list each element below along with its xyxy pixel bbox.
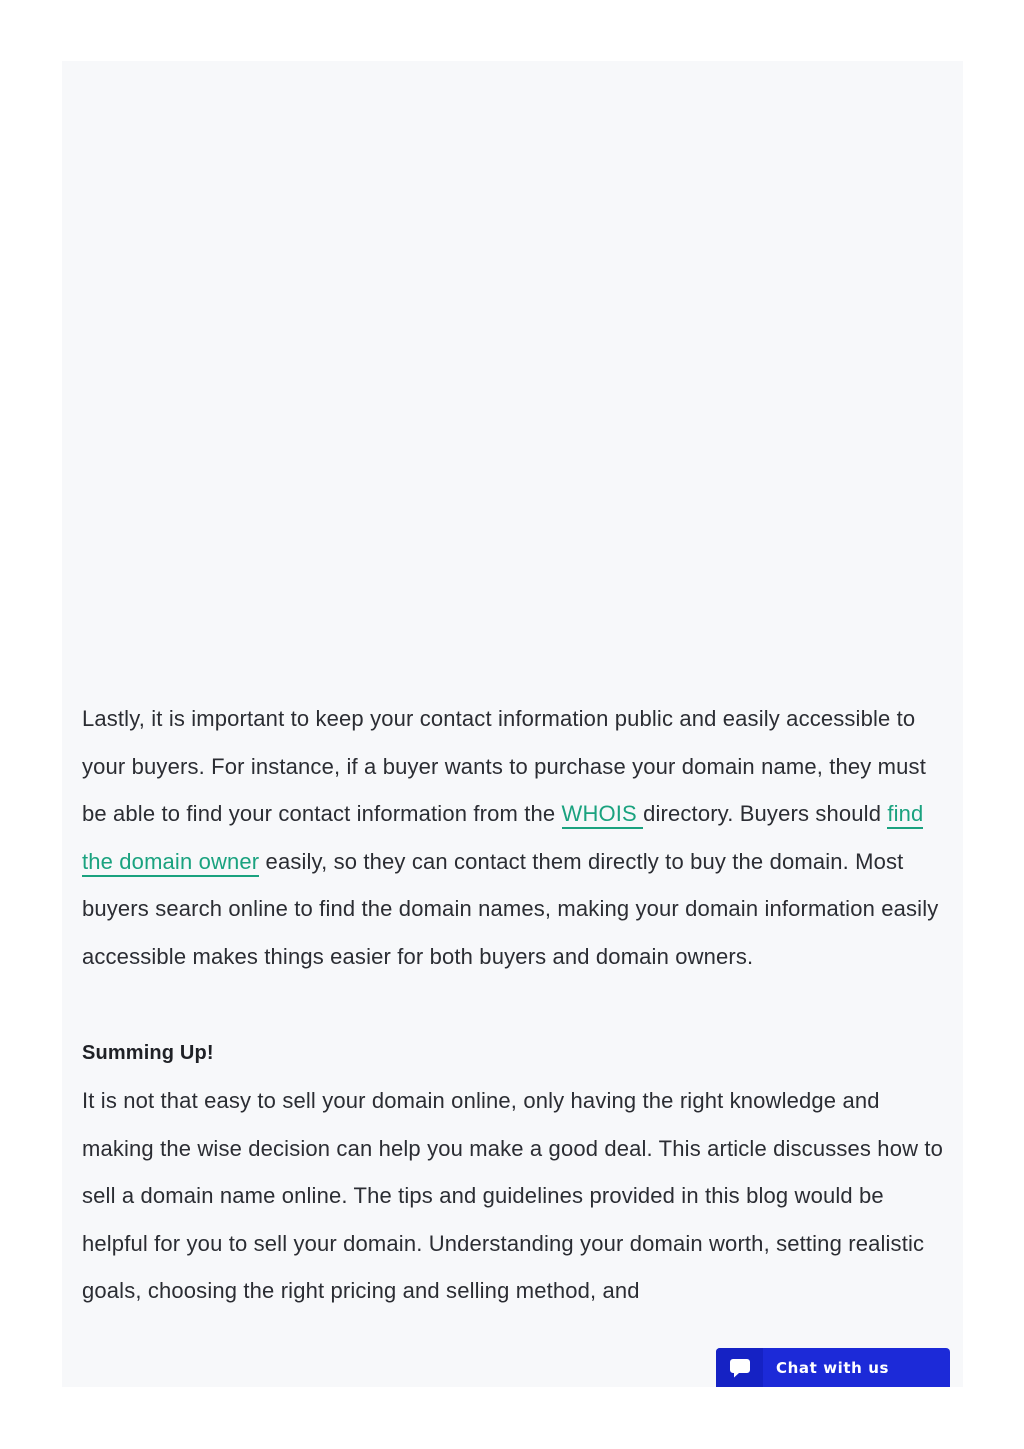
content-panel: [62, 61, 963, 1387]
section-heading-summing-up: Summing Up!: [82, 1042, 214, 1064]
paragraph-text: easily, so they can contact them directly to buy the domain. Most buyers search online to find the domain names, making your domain information easily accessible makes things easier for both buyers and domain owners.: [82, 848, 939, 969]
find-domain-owner-link[interactable]: find the domain owner: [82, 801, 923, 877]
paragraph-text: directory. Buyers should: [643, 801, 888, 826]
paragraph-text: Lastly, it is important to keep your contact information public and easily accessible to your buyers. For instance, if a buyer wants to purchase your domain name, they must be able to find your contact information from the: [82, 706, 926, 826]
article-body: [82, 695, 948, 1315]
paragraph-contact-info: [82, 695, 948, 980]
chat-label: Chat with us: [776, 1358, 890, 1377]
chat-with-us-button[interactable]: [716, 1348, 950, 1387]
paragraph-summary: It is not that easy to sell your domain online, only having the right knowledge and making the wise decision can help you make a good deal. This article discusses how to sell a domain name online. The tips and guidelines provided in this blog would be helpful for you to sell your domain. Understanding your domain worth, setting realistic goals, choosing the right pricing and selling method, and: [82, 1088, 944, 1303]
whois-link[interactable]: WHOIS: [562, 801, 644, 829]
chat-bubble-icon: [716, 1348, 763, 1387]
